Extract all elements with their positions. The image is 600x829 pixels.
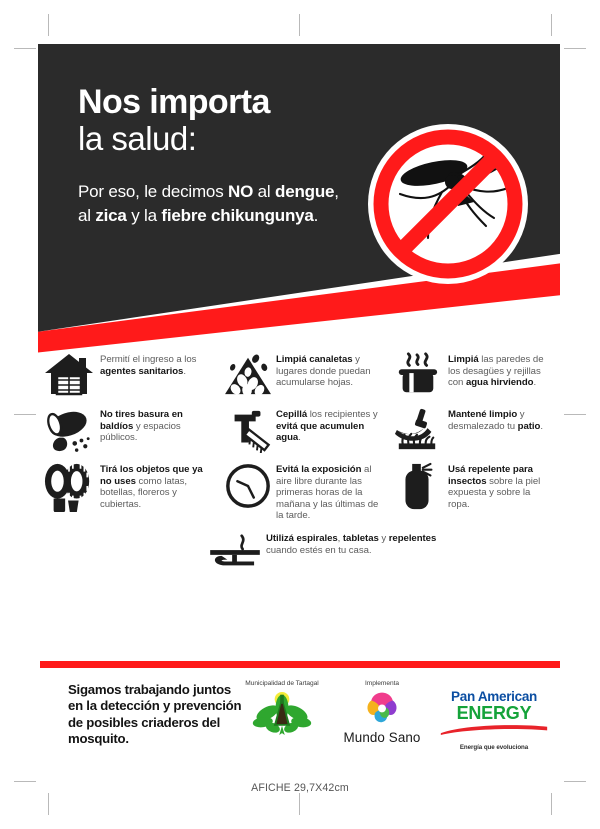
pae-tagline: Energía que evoluciona — [459, 744, 529, 751]
garbage-bags-icon — [38, 407, 100, 453]
house-icon — [38, 352, 100, 396]
mosquito-coil-icon — [204, 531, 266, 573]
tip-text: Tirá los objetos que ya no uses como latas, botellas, floreros y cubiertas. — [100, 464, 203, 510]
tip-item-utiliza-espirales — [204, 531, 504, 573]
leaf-pile-icon — [220, 352, 276, 396]
pan-american-energy-logo-block — [432, 690, 556, 751]
tip-text: Utilizá espirales, tabletas y repelentes cuando estés en tu casa. — [266, 532, 437, 556]
mundo-sano-name: Mundo Sano — [343, 730, 421, 745]
tip-item-limpia-canaletas — [220, 352, 386, 398]
tip-item-evita-exposicion — [220, 462, 386, 522]
tips-grid — [38, 352, 562, 573]
crop-mark-top-left-vertical — [48, 14, 49, 36]
tip-text: Usá repelente para insectos sobre la piel expuesta y sobre la ropa. — [448, 464, 541, 510]
tips-row-2 — [38, 407, 562, 453]
crop-mark-top-right-horizontal — [564, 48, 586, 49]
mundo-sano-hands-icon — [364, 690, 400, 724]
tips-row-4 — [38, 531, 562, 573]
tip-item-agentes-sanitarios — [38, 352, 220, 398]
tips-row-1 — [38, 352, 562, 398]
pae-line-1: Pan American — [451, 689, 537, 704]
headline-group — [78, 84, 378, 227]
headline-line-2: la salud: — [78, 120, 197, 157]
faucet-brush-icon — [220, 407, 276, 453]
crop-mark-bottom-middle — [299, 793, 300, 815]
crop-mark-bottom-left-vertical — [48, 793, 49, 815]
pae-red-swoosh-icon — [438, 724, 550, 735]
no-mosquito-icon — [362, 118, 534, 290]
pae-line-2: ENERGY — [456, 703, 532, 723]
tips-row-3 — [38, 462, 562, 522]
footer-red-divider — [40, 661, 560, 668]
mundo-sano-logo-block — [340, 680, 424, 745]
footer — [0, 676, 600, 766]
tip-text: Limpiá las paredes de los desagües y rejillas con agua hirviendo. — [448, 354, 544, 389]
tip-text: Permití el ingreso a los agentes sanitarios. — [100, 354, 197, 377]
afiche-caption: AFICHE 29,7X42cm — [251, 782, 349, 794]
tartagal-leaf-logo-icon — [250, 687, 314, 739]
tip-item-mantene-limpio — [386, 407, 562, 453]
tip-text: Limpiá canaletas y lugares donde puedan acumularse hojas. — [276, 354, 371, 389]
municipality-caption: Municipalidad de Tartagal — [245, 680, 319, 687]
crop-mark-top-right-vertical — [551, 14, 552, 36]
tire-cans-icon — [38, 462, 100, 512]
spray-bottle-icon — [386, 462, 448, 512]
footer-slogan: Sigamos trabajando juntos en la detección y prevención de posibles criaderos del mosquito. — [68, 682, 242, 747]
scythe-grass-icon — [386, 407, 448, 453]
crop-mark-right-middle — [564, 414, 586, 415]
boiling-pot-icon — [386, 352, 448, 398]
tip-text: No tires basura en baldíos y espacios públicos. — [100, 409, 183, 444]
implementa-caption: Implementa — [365, 680, 399, 687]
tip-text: Mantené limpio y desmalezado tu patio. — [448, 409, 543, 432]
crop-mark-bottom-right-vertical — [551, 793, 552, 815]
crop-mark-top-middle — [299, 14, 300, 36]
headline-subtext: Por eso, le decimos NO al dengue, al zica y la fiebre chikungunya. — [78, 182, 339, 225]
municipality-logo-block — [228, 680, 336, 744]
tip-item-usa-repelente — [386, 462, 562, 522]
tip-item-tira-objetos — [38, 462, 220, 522]
crop-mark-left-middle — [14, 414, 36, 415]
tip-item-agua-hirviendo — [386, 352, 562, 398]
crop-mark-top-left-horizontal — [14, 48, 36, 49]
tip-item-no-tires-basura — [38, 407, 220, 453]
headline-line-1: Nos importa — [78, 83, 270, 121]
tip-text: Evitá la exposición al aire libre durante las primeras horas de la mañana y las últimas de la tarde. — [276, 464, 379, 522]
clock-icon — [220, 462, 276, 510]
tip-text: Cepillá los recipientes y evitá que acumulen agua. — [276, 409, 378, 444]
tip-item-cepilla-recipientes — [220, 407, 386, 453]
